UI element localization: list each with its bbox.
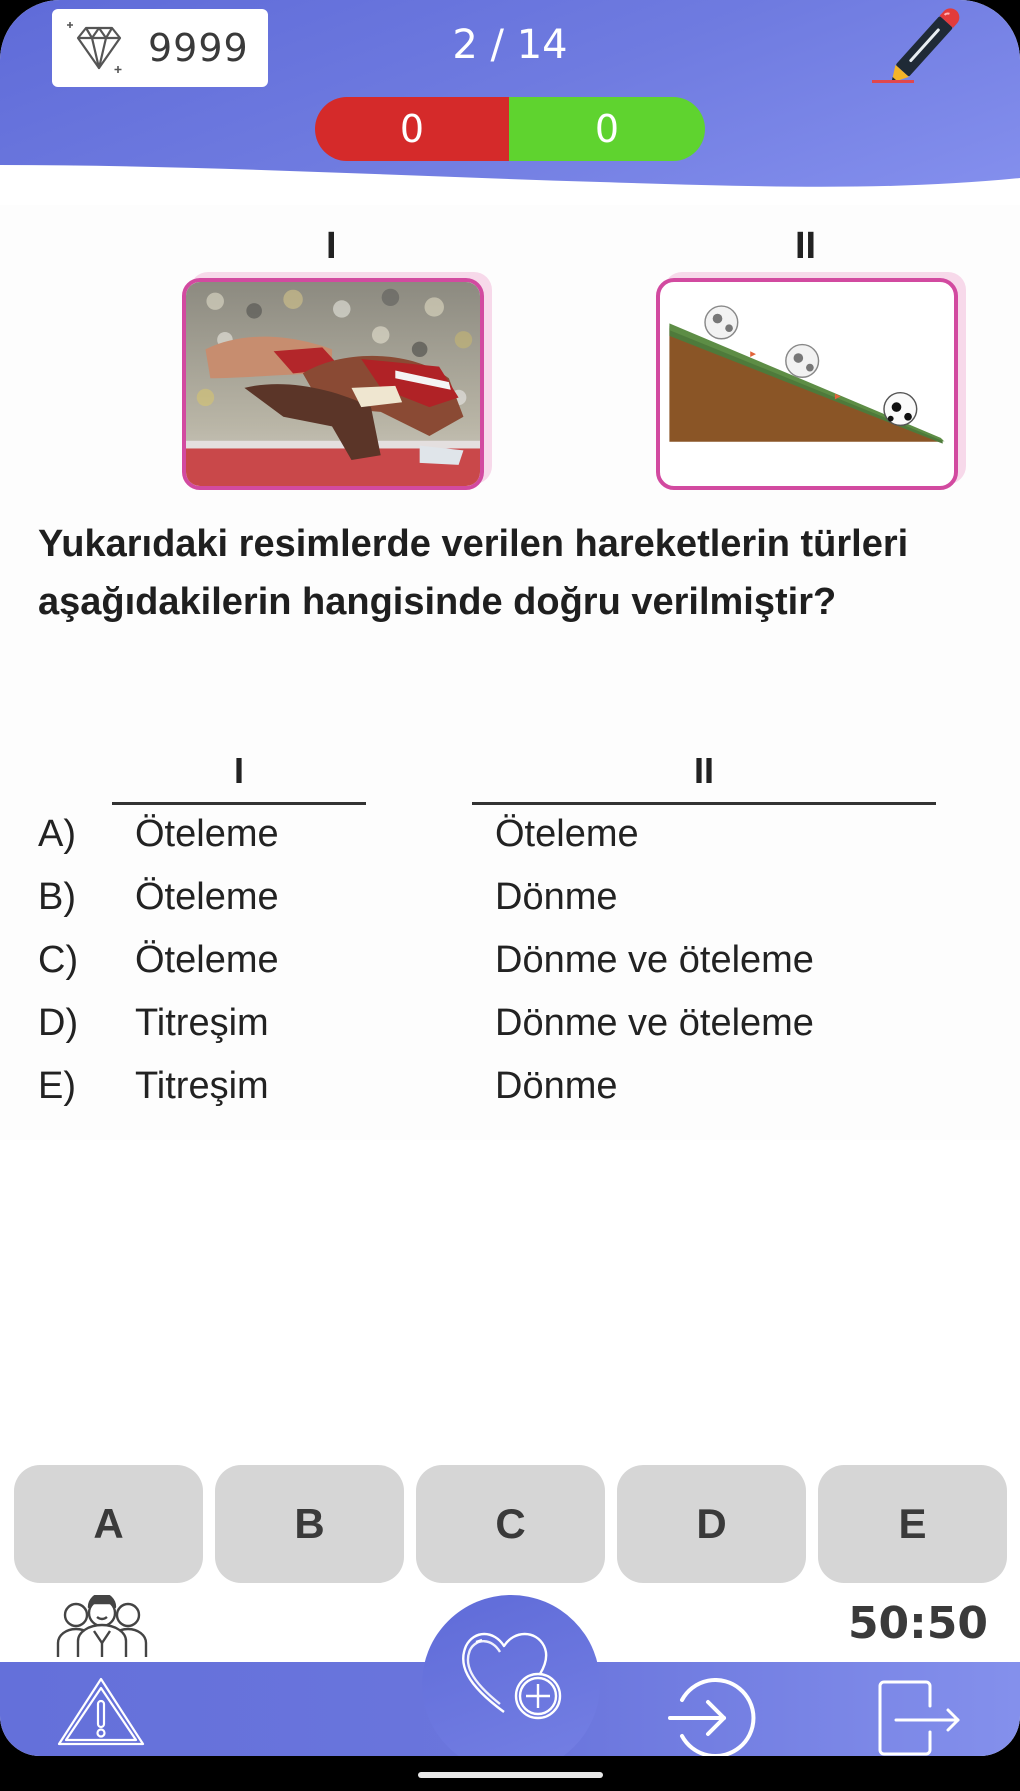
column-rule-2 (472, 802, 936, 805)
heart-plus-icon[interactable] (456, 1624, 566, 1724)
fifty-fifty-button[interactable]: 50:50 (847, 1598, 988, 1649)
answer-buttons (14, 1465, 1007, 1583)
home-indicator[interactable] (418, 1772, 603, 1778)
pencil-icon[interactable] (870, 6, 980, 88)
score-pill (315, 97, 705, 161)
answer-b-button[interactable]: B (215, 1465, 404, 1583)
correct-count: 0 (509, 97, 705, 161)
question-area: I II Yukarıdaki resimlerde verilen hareketlerin türleri aşağıdakilerin hangisinde doğru verilmiştir? I II A) Öteleme Öteleme B) Öteleme Dönme C) Öteleme Dönme ve öteleme D) Titreşim Dönme ve öteleme E) Titreşim Dönme (0, 205, 1020, 1140)
column-header-1: I (233, 750, 244, 791)
gem-count: 9999 (148, 26, 249, 70)
column-rule-1 (112, 802, 366, 805)
picture-sprinters (182, 278, 484, 490)
login-arrow-icon[interactable] (668, 1678, 758, 1756)
answer-c-button[interactable]: C (416, 1465, 605, 1583)
answer-e-button[interactable]: E (818, 1465, 1007, 1583)
answer-d-button[interactable]: D (617, 1465, 806, 1583)
answer-a-button[interactable]: A (14, 1465, 203, 1583)
picture-label-2: II (795, 225, 817, 267)
exit-door-icon[interactable] (876, 1680, 966, 1756)
question-text: Yukarıdaki resimlerde verilen hareketlerin türleri aşağıdakilerin hangisinde doğru verilmiştir? (38, 523, 909, 623)
picture-label-1: I (326, 225, 337, 267)
column-header-2: II (693, 750, 714, 791)
warning-icon[interactable] (56, 1676, 146, 1748)
question-counter: 2 / 14 (452, 22, 568, 68)
picture-rolling-balls (656, 278, 958, 490)
wrong-count: 0 (315, 97, 509, 161)
audience-icon[interactable] (50, 1595, 154, 1659)
